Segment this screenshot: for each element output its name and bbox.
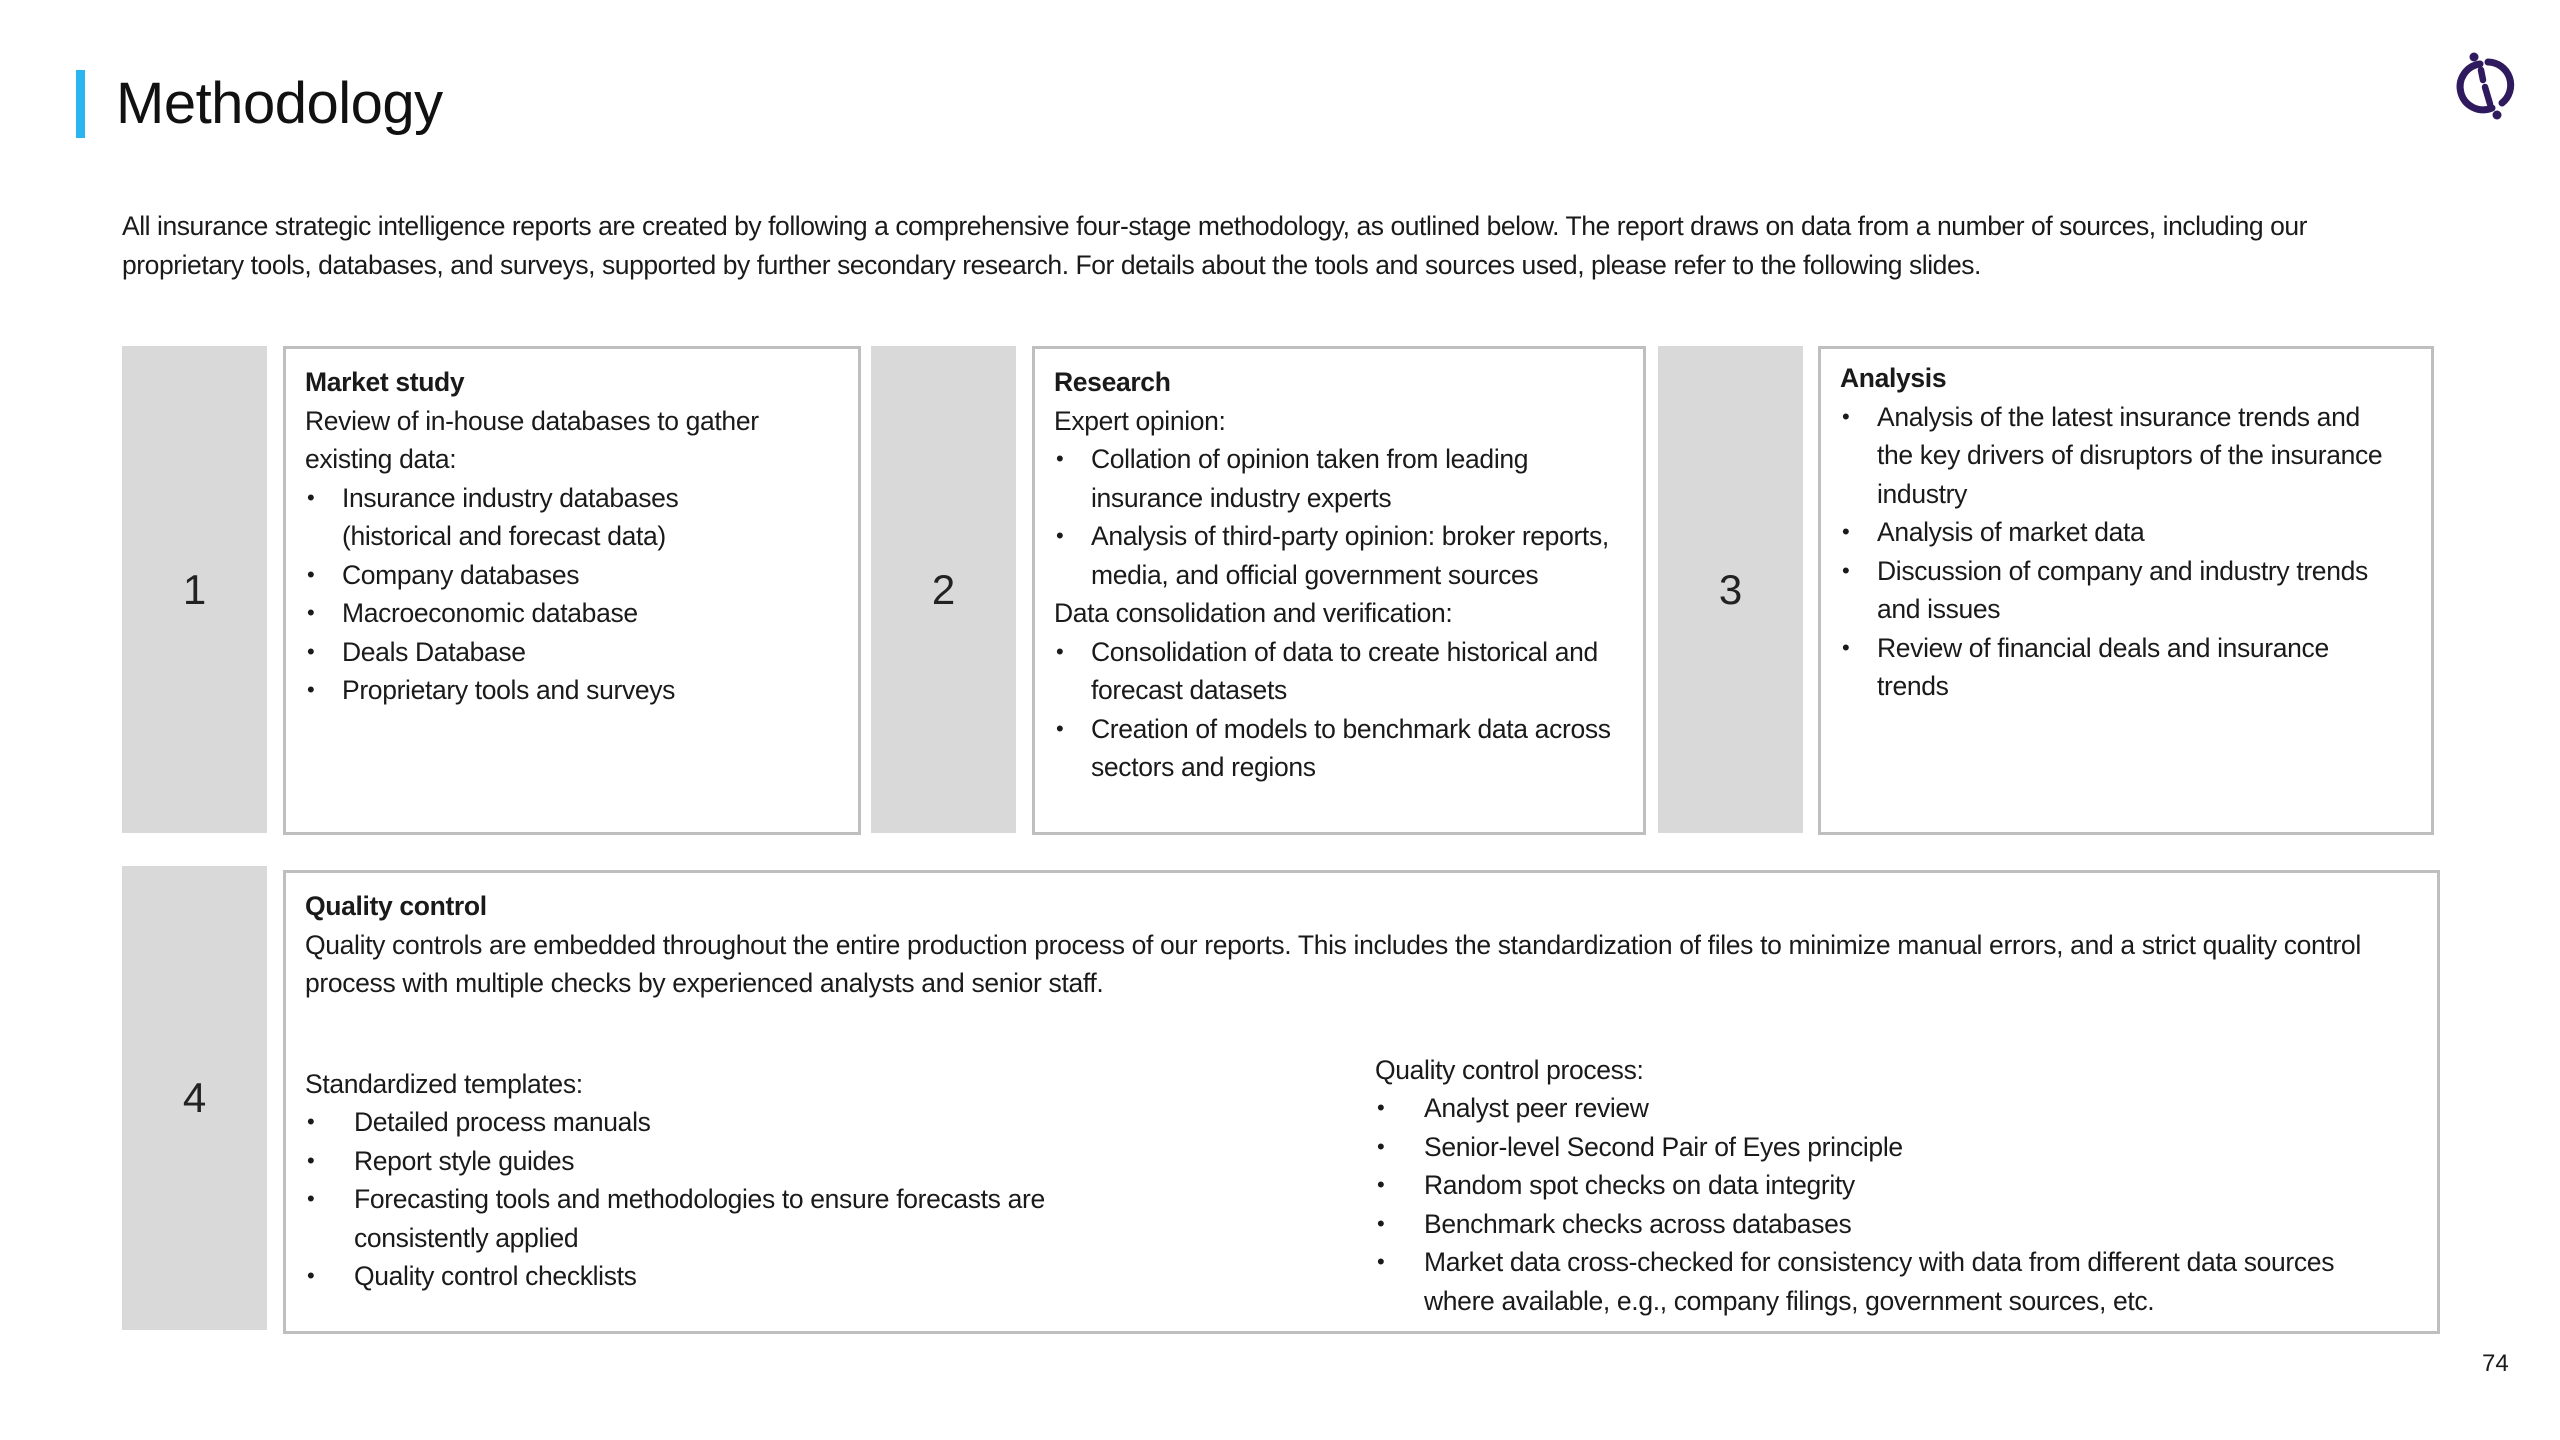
list-item — [305, 556, 775, 595]
list-item — [1375, 1089, 2385, 1128]
bullet-list — [305, 1103, 1165, 1296]
title-accent-bar — [76, 70, 85, 138]
list-item-text: Review of financial deals and insurance trends — [1877, 632, 2329, 701]
bullet-icon: • — [1377, 1210, 1385, 1236]
bullet-icon: • — [307, 677, 315, 702]
bullet-icon: • — [1377, 1249, 1385, 1274]
list-item-text: Analysis of the latest insurance trends and the key drivers of disruptors of the insurance industry — [1877, 401, 2383, 509]
bullet-list — [1375, 1089, 2385, 1320]
list-item — [1054, 517, 1614, 594]
bullet-icon: • — [307, 1186, 315, 1211]
list-item-text: Insurance industry databases (historical and forecast data) — [342, 482, 679, 551]
list-item — [305, 1257, 1165, 1296]
quality-control-process-column — [1375, 1051, 2375, 1321]
list-item-text: Market data cross-checked for consistency with data from different data sources where available, e.g., company filings, government sources, etc. — [1424, 1247, 2335, 1316]
section-label: Expert opinion: — [1054, 405, 1226, 436]
section-label: Quality control process: — [1375, 1054, 1644, 1085]
page-number: 74 — [2482, 1350, 2509, 1377]
stage-3-card — [1818, 346, 2434, 835]
bullet-list — [1054, 440, 1614, 594]
list-item — [305, 1180, 1165, 1257]
list-item — [1840, 552, 2400, 629]
bullet-list — [1840, 398, 2400, 706]
list-item-text: Discussion of company and industry trends and issues — [1877, 555, 2368, 624]
list-item — [1840, 513, 2400, 552]
bullet-icon: • — [307, 600, 315, 625]
list-item — [1375, 1243, 2385, 1320]
stage-number: 2 — [931, 565, 956, 613]
brand-logo-icon — [2452, 48, 2522, 124]
stage-description: Quality controls are embedded throughout the entire production process of our reports. This includes the standardization of files to minimize manual errors, and a strict quality control process with multiple checks by experienced analysts and senior staff. — [305, 929, 2361, 998]
list-item-text: Senior-level Second Pair of Eyes principle — [1424, 1131, 1903, 1162]
stage-heading: Quality control — [305, 891, 487, 921]
list-item-text: Macroeconomic database — [342, 598, 638, 628]
stage-number: 4 — [182, 1074, 207, 1121]
bullet-icon: • — [307, 1263, 315, 1288]
stage-2-card — [1032, 346, 1646, 835]
bullet-icon: • — [307, 638, 315, 664]
bullet-icon: • — [1056, 715, 1064, 741]
bullet-icon: • — [1377, 1095, 1385, 1120]
stage-4-number — [122, 866, 267, 1330]
list-item-text: Random spot checks on data integrity — [1424, 1170, 1855, 1200]
stage-1-number — [122, 346, 267, 833]
list-item-text: Benchmark checks across databases — [1424, 1208, 1852, 1239]
bullet-icon: • — [1377, 1133, 1385, 1159]
bullet-icon: • — [307, 1109, 315, 1134]
list-item — [1054, 710, 1634, 787]
bullet-list — [1054, 633, 1634, 787]
bullet-icon: • — [1842, 634, 1850, 660]
intro-paragraph: All insurance strategic intelligence reports are created by following a comprehensive four-stage methodology, as outlined below. The report draws on data from a number of sources, including our proprietary tools, databases, and surveys, supported by further secondary research. For details about the tools and sources used, please refer to the following slides. — [122, 211, 2308, 280]
stage-intro: Review of in-house databases to gather existing data: — [305, 405, 759, 474]
bullet-icon: • — [1056, 446, 1064, 471]
list-item — [1375, 1166, 2385, 1205]
bullet-icon: • — [307, 484, 315, 510]
stage-heading: Research — [1054, 367, 1171, 397]
list-item — [305, 1103, 1165, 1142]
section-label: Data consolidation and verification: — [1054, 598, 1453, 628]
list-item-text: Creation of models to benchmark data across sectors and regions — [1091, 713, 1611, 782]
stage-number: 3 — [1718, 565, 1743, 613]
list-item-text: Company databases — [342, 559, 580, 590]
list-item — [1375, 1205, 2385, 1244]
list-item-text: Consolidation of data to create historical and forecast datasets — [1091, 636, 1598, 705]
list-item-text: Quality control checklists — [354, 1261, 637, 1291]
stage-heading: Analysis — [1840, 363, 1947, 393]
bullet-icon: • — [1056, 638, 1064, 664]
list-item-text: Collation of opinion taken from leading insurance industry experts — [1091, 444, 1529, 513]
bullet-icon: • — [1056, 523, 1064, 548]
list-item-text: Report style guides — [354, 1145, 575, 1176]
bullet-icon: • — [1842, 557, 1850, 583]
list-item — [305, 633, 775, 672]
stage-heading: Market study — [305, 367, 465, 397]
list-item — [1840, 398, 2400, 514]
list-item — [305, 671, 775, 710]
list-item — [305, 594, 775, 633]
bullet-list — [305, 479, 775, 710]
list-item — [1375, 1128, 2385, 1167]
list-item — [1054, 440, 1614, 517]
list-item — [305, 1142, 1165, 1181]
bullet-icon: • — [1842, 519, 1850, 544]
bullet-icon: • — [307, 561, 315, 587]
stage-3-number — [1658, 346, 1803, 833]
list-item-text: Analysis of third-party opinion: broker reports, media, and official government sources — [1091, 521, 1609, 590]
list-item — [1054, 633, 1634, 710]
list-item — [1840, 629, 2400, 706]
bullet-icon: • — [1842, 403, 1850, 429]
page-title: Methodology — [116, 71, 443, 136]
bullet-icon: • — [307, 1147, 315, 1173]
list-item — [305, 479, 775, 556]
stage-4-card — [283, 870, 2440, 1334]
list-item-text: Analysis of market data — [1877, 517, 2145, 547]
stage-2-number — [871, 346, 1016, 833]
list-item-text: Analyst peer review — [1424, 1093, 1649, 1123]
list-item-text: Forecasting tools and methodologies to ensure forecasts are consistently applied — [354, 1184, 1045, 1253]
standardized-templates-column — [305, 1065, 1345, 1296]
bullet-icon: • — [1377, 1172, 1385, 1197]
stage-1-card — [283, 346, 861, 835]
list-item-text: Proprietary tools and surveys — [342, 675, 676, 705]
section-label: Standardized templates: — [305, 1068, 583, 1099]
list-item-text: Deals Database — [342, 636, 526, 667]
stage-number: 1 — [182, 565, 207, 613]
list-item-text: Detailed process manuals — [354, 1107, 651, 1137]
